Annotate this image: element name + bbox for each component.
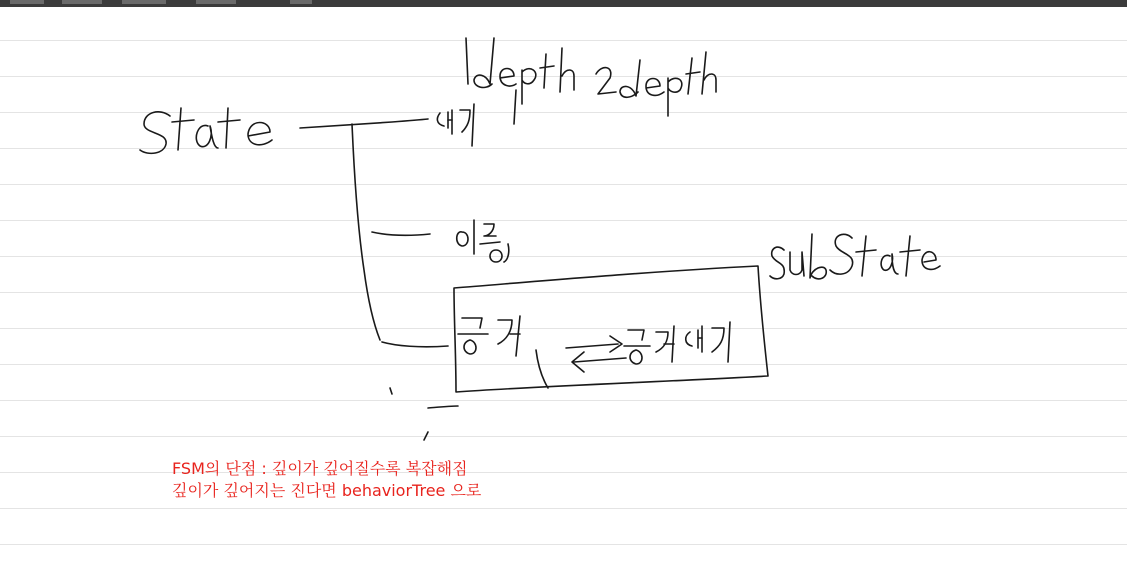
stray-mark <box>390 388 392 394</box>
handwritten-2depth <box>596 52 716 116</box>
top-toolbar <box>0 0 1127 7</box>
transition-double-arrow <box>566 336 626 372</box>
handwritten-idle <box>437 104 474 146</box>
toolbar-tab[interactable] <box>196 0 236 4</box>
toolbar-tab[interactable] <box>122 0 166 4</box>
handwritten-attack-idle <box>624 322 730 364</box>
toolbar-tab[interactable] <box>290 0 312 4</box>
handwritten-substate <box>770 234 940 279</box>
branch-move-line <box>372 232 430 235</box>
handwriting-ink <box>0 7 1127 564</box>
stray-mark <box>428 406 458 408</box>
fsm-note <box>172 458 481 502</box>
handwritten-1depth <box>466 38 574 124</box>
handwritten-move <box>457 220 509 262</box>
branch-attack-line <box>382 342 448 347</box>
substate-box <box>454 266 768 392</box>
note-line-2: 깊이가 깊어지는 진다면 behaviorTree 으로 <box>172 481 482 500</box>
toolbar-tab[interactable] <box>10 0 44 4</box>
note-line-1: FSM의 단점 : 깊이가 깊어질수록 복잡해짐 <box>172 459 468 478</box>
stray-mark <box>424 432 428 440</box>
handwritten-attack <box>458 316 548 388</box>
note-canvas[interactable] <box>0 7 1127 564</box>
toolbar-tab[interactable] <box>62 0 102 4</box>
handwritten-state <box>140 108 272 153</box>
state-connector <box>300 119 428 128</box>
